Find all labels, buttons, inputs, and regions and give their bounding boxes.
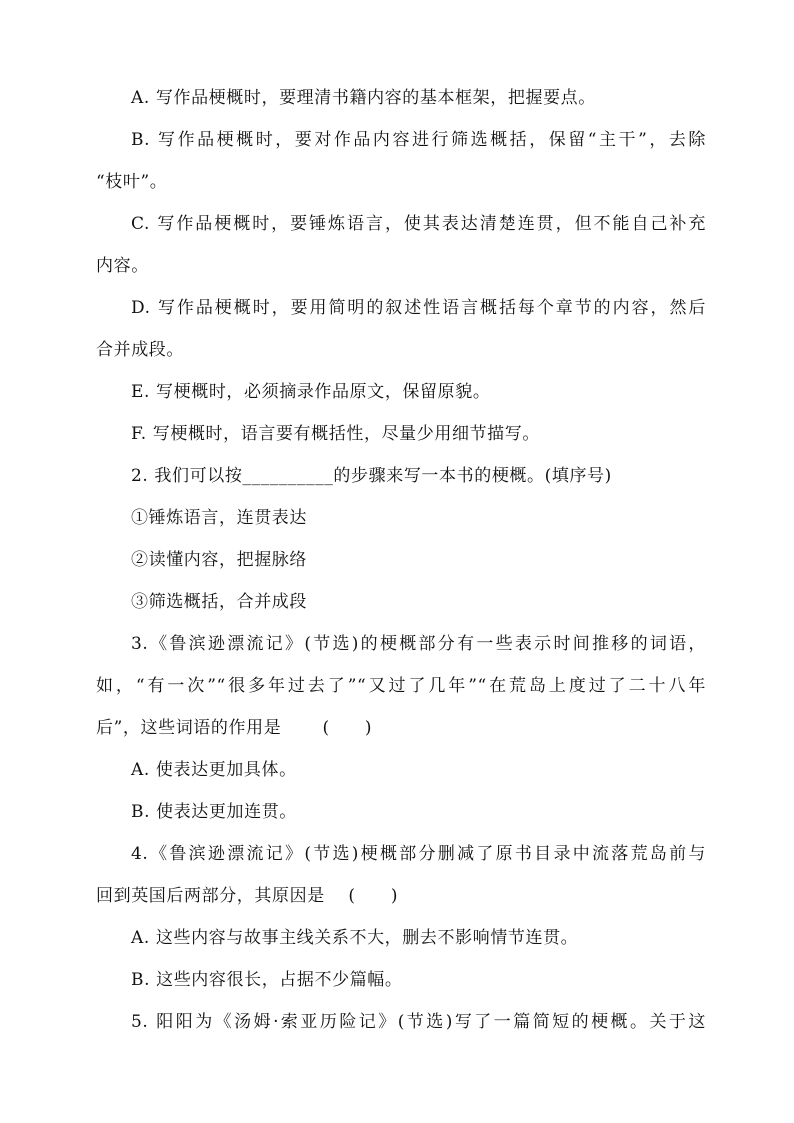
question-4-continuation: 回到英国后两部分，其原因是 ( ) <box>96 886 399 906</box>
question-5: 5. 阳阳为《汤姆·索亚历险记》(节选)写了一篇简短的梗概。关于这 <box>131 1012 706 1032</box>
step-2: ②读懂内容，把握脉络 <box>131 550 307 570</box>
question-3: 3.《鲁滨逊漂流记》(节选)的梗概部分有一些表示时间推移的词语， <box>131 634 706 654</box>
option-c-text: C. 写作品梗概时，要锤炼语言，使其表达清楚连贯，但不能自己补充 <box>131 214 706 234</box>
option-d-continuation: 合并成段。 <box>96 340 184 360</box>
question-3-continuation: 如，“有一次”“很多年过去了”“又过了几年”“在荒岛上度过了二十八年 <box>96 676 706 696</box>
option-c-continuation: 内容。 <box>96 256 149 276</box>
question-2: 2. 我们可以按__________的步骤来写一本书的梗概。(填序号) <box>131 466 612 486</box>
option-b-continuation: “枝叶”。 <box>96 172 168 192</box>
q4-option-a: A. 这些内容与故事主线关系不大，删去不影响情节连贯。 <box>131 928 579 948</box>
option-b-text: B. 写作品梗概时，要对作品内容进行筛选概括，保留“主干”，去除 <box>131 130 706 150</box>
q3-option-a: A. 使表达更加具体。 <box>131 760 297 780</box>
option-d-text: D. 写作品梗概时，要用简明的叙述性语言概括每个章节的内容，然后 <box>131 298 706 318</box>
question-4: 4.《鲁滨逊漂流记》(节选)梗概部分删减了原书目录中流落荒岛前与 <box>131 844 706 864</box>
q4-option-b: B. 这些内容很长，占据不少篇幅。 <box>131 970 403 990</box>
option-a-text: A. 写作品梗概时，要理清书籍内容的基本框架，把握要点。 <box>131 88 596 108</box>
option-f-text: F. 写梗概时，语言要有概括性，尽量少用细节描写。 <box>131 424 540 444</box>
step-1: ①锤炼语言，连贯表达 <box>131 508 307 528</box>
question-3-end: 后”，这些词语的作用是 ( ) <box>96 718 373 738</box>
q3-option-b: B. 使表达更加连贯。 <box>131 802 297 822</box>
step-3: ③筛选概括，合并成段 <box>131 592 307 612</box>
option-e-text: E. 写梗概时，必须摘录作品原文，保留原貌。 <box>131 382 491 402</box>
